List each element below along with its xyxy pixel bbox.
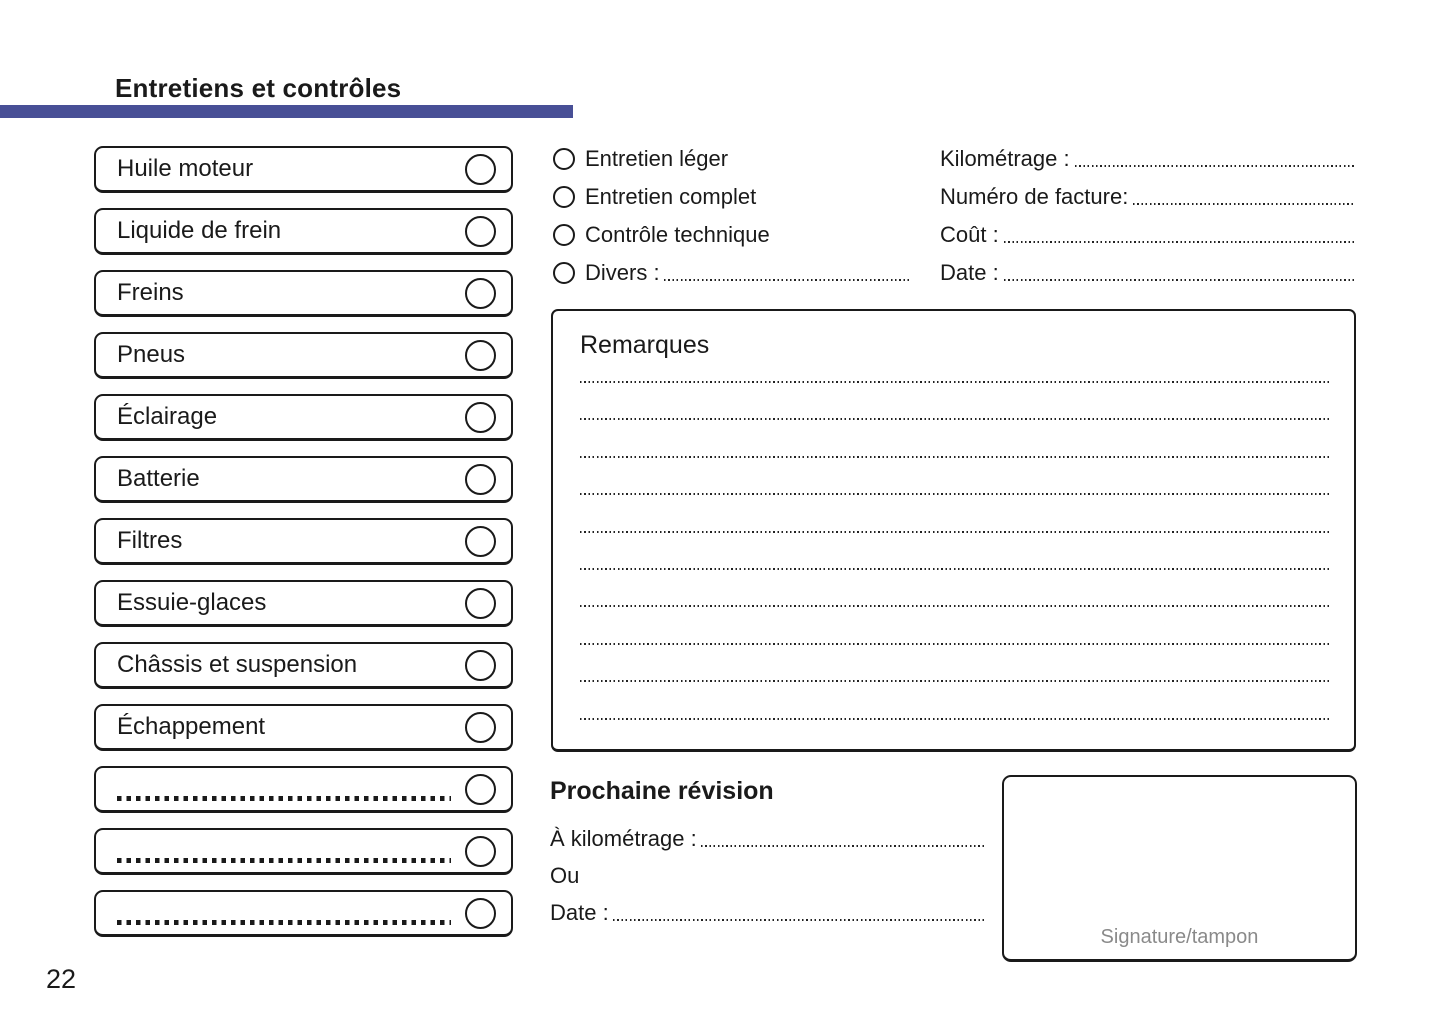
checklist-item-label: Batterie	[117, 465, 200, 492]
next-service-km-row	[550, 827, 984, 851]
checklist-item-label: Châssis et suspension	[117, 651, 358, 678]
field-row	[940, 261, 1355, 284]
service-option-label: Entretien léger	[585, 145, 729, 171]
next-date-label: Date :	[550, 900, 609, 925]
next-km-input-line[interactable]	[701, 845, 984, 847]
or-label: Ou	[550, 863, 580, 888]
checklist-item-label: Huile moteur	[117, 155, 254, 182]
remarks-write-line[interactable]	[580, 605, 1330, 607]
maintenance-checklist	[94, 146, 513, 952]
next-service-section	[550, 777, 984, 938]
checklist-row	[94, 394, 513, 441]
service-option-row	[553, 147, 909, 170]
checklist-row	[94, 518, 513, 565]
remarks-write-line[interactable]	[580, 680, 1330, 682]
remarks-lines	[580, 381, 1330, 755]
check-circle[interactable]	[465, 712, 496, 743]
field-row	[940, 185, 1355, 208]
radio-circle[interactable]	[553, 224, 575, 246]
check-circle[interactable]	[465, 588, 496, 619]
service-option-row	[553, 223, 909, 246]
page-title: Entretiens et contrôles	[115, 73, 402, 103]
checklist-item-label: Éclairage	[117, 403, 218, 430]
facture-input-line[interactable]	[1133, 203, 1355, 205]
check-circle[interactable]	[465, 898, 496, 929]
checklist-item-label: Liquide de frein	[117, 217, 282, 244]
field-label: Numéro de facture:	[940, 183, 1129, 209]
remarks-write-line[interactable]	[580, 643, 1330, 645]
check-circle[interactable]	[465, 278, 496, 309]
kilometrage-input-line[interactable]	[1075, 165, 1355, 167]
radio-circle[interactable]	[553, 186, 575, 208]
checklist-row	[94, 642, 513, 689]
check-circle[interactable]	[465, 526, 496, 557]
checklist-item-label: Pneus	[117, 341, 186, 368]
next-km-label: À kilométrage :	[550, 826, 697, 851]
signature-area[interactable]	[1002, 775, 1357, 962]
check-circle[interactable]	[465, 402, 496, 433]
checklist-row-blank	[94, 890, 513, 937]
checklist-row	[94, 580, 513, 627]
signature-label: Signature/tampon	[1100, 926, 1259, 948]
field-label: Date :	[940, 259, 999, 285]
checklist-row	[94, 332, 513, 379]
page-number: 22	[46, 964, 77, 994]
service-option-label: Divers :	[585, 259, 660, 285]
radio-circle[interactable]	[553, 262, 575, 284]
checklist-item-label: Essuie-glaces	[117, 589, 267, 616]
checklist-item-label: Échappement	[117, 713, 266, 740]
remarks-write-line[interactable]	[580, 456, 1330, 458]
checklist-row	[94, 208, 513, 255]
check-circle[interactable]	[465, 836, 496, 867]
remarks-write-line[interactable]	[580, 418, 1330, 420]
service-type-options	[553, 147, 909, 299]
check-circle[interactable]	[465, 774, 496, 805]
field-label: Coût :	[940, 221, 999, 247]
next-service-title: Prochaine révision	[550, 777, 774, 805]
radio-circle[interactable]	[553, 148, 575, 170]
remarks-write-line[interactable]	[580, 493, 1330, 495]
checklist-item-label: Freins	[117, 279, 184, 306]
check-circle[interactable]	[465, 216, 496, 247]
remarks-write-line[interactable]	[580, 531, 1330, 533]
checklist-item-label: Filtres	[117, 527, 183, 554]
checklist-row	[94, 270, 513, 317]
remarks-write-line[interactable]	[580, 381, 1330, 383]
remarks-write-line[interactable]	[580, 718, 1330, 720]
check-circle[interactable]	[465, 340, 496, 371]
next-service-date-row	[550, 901, 984, 925]
date-input-line[interactable]	[1004, 279, 1355, 281]
remarks-box	[551, 309, 1356, 752]
field-row	[940, 223, 1355, 246]
blank-item-write-line[interactable]	[117, 796, 451, 801]
check-circle[interactable]	[465, 154, 496, 185]
remarks-title: Remarques	[580, 331, 710, 359]
service-option-label: Entretien complet	[585, 183, 757, 209]
checklist-row-blank	[94, 828, 513, 875]
blank-item-write-line[interactable]	[117, 920, 451, 925]
next-date-input-line[interactable]	[613, 919, 984, 921]
blank-item-write-line[interactable]	[117, 858, 451, 863]
record-fields	[940, 147, 1355, 299]
checklist-row	[94, 456, 513, 503]
check-circle[interactable]	[465, 464, 496, 495]
service-option-row	[553, 185, 909, 208]
divers-input-line[interactable]	[664, 279, 909, 281]
accent-bar	[0, 105, 573, 118]
check-circle[interactable]	[465, 650, 496, 681]
next-service-or-row	[550, 864, 984, 888]
checklist-row	[94, 704, 513, 751]
checklist-row-blank	[94, 766, 513, 813]
service-option-label: Contrôle technique	[585, 221, 770, 247]
field-row	[940, 147, 1355, 170]
field-label: Kilométrage :	[940, 145, 1070, 171]
cout-input-line[interactable]	[1004, 241, 1355, 243]
checklist-row	[94, 146, 513, 193]
remarks-write-line[interactable]	[580, 568, 1330, 570]
service-option-row	[553, 261, 909, 284]
